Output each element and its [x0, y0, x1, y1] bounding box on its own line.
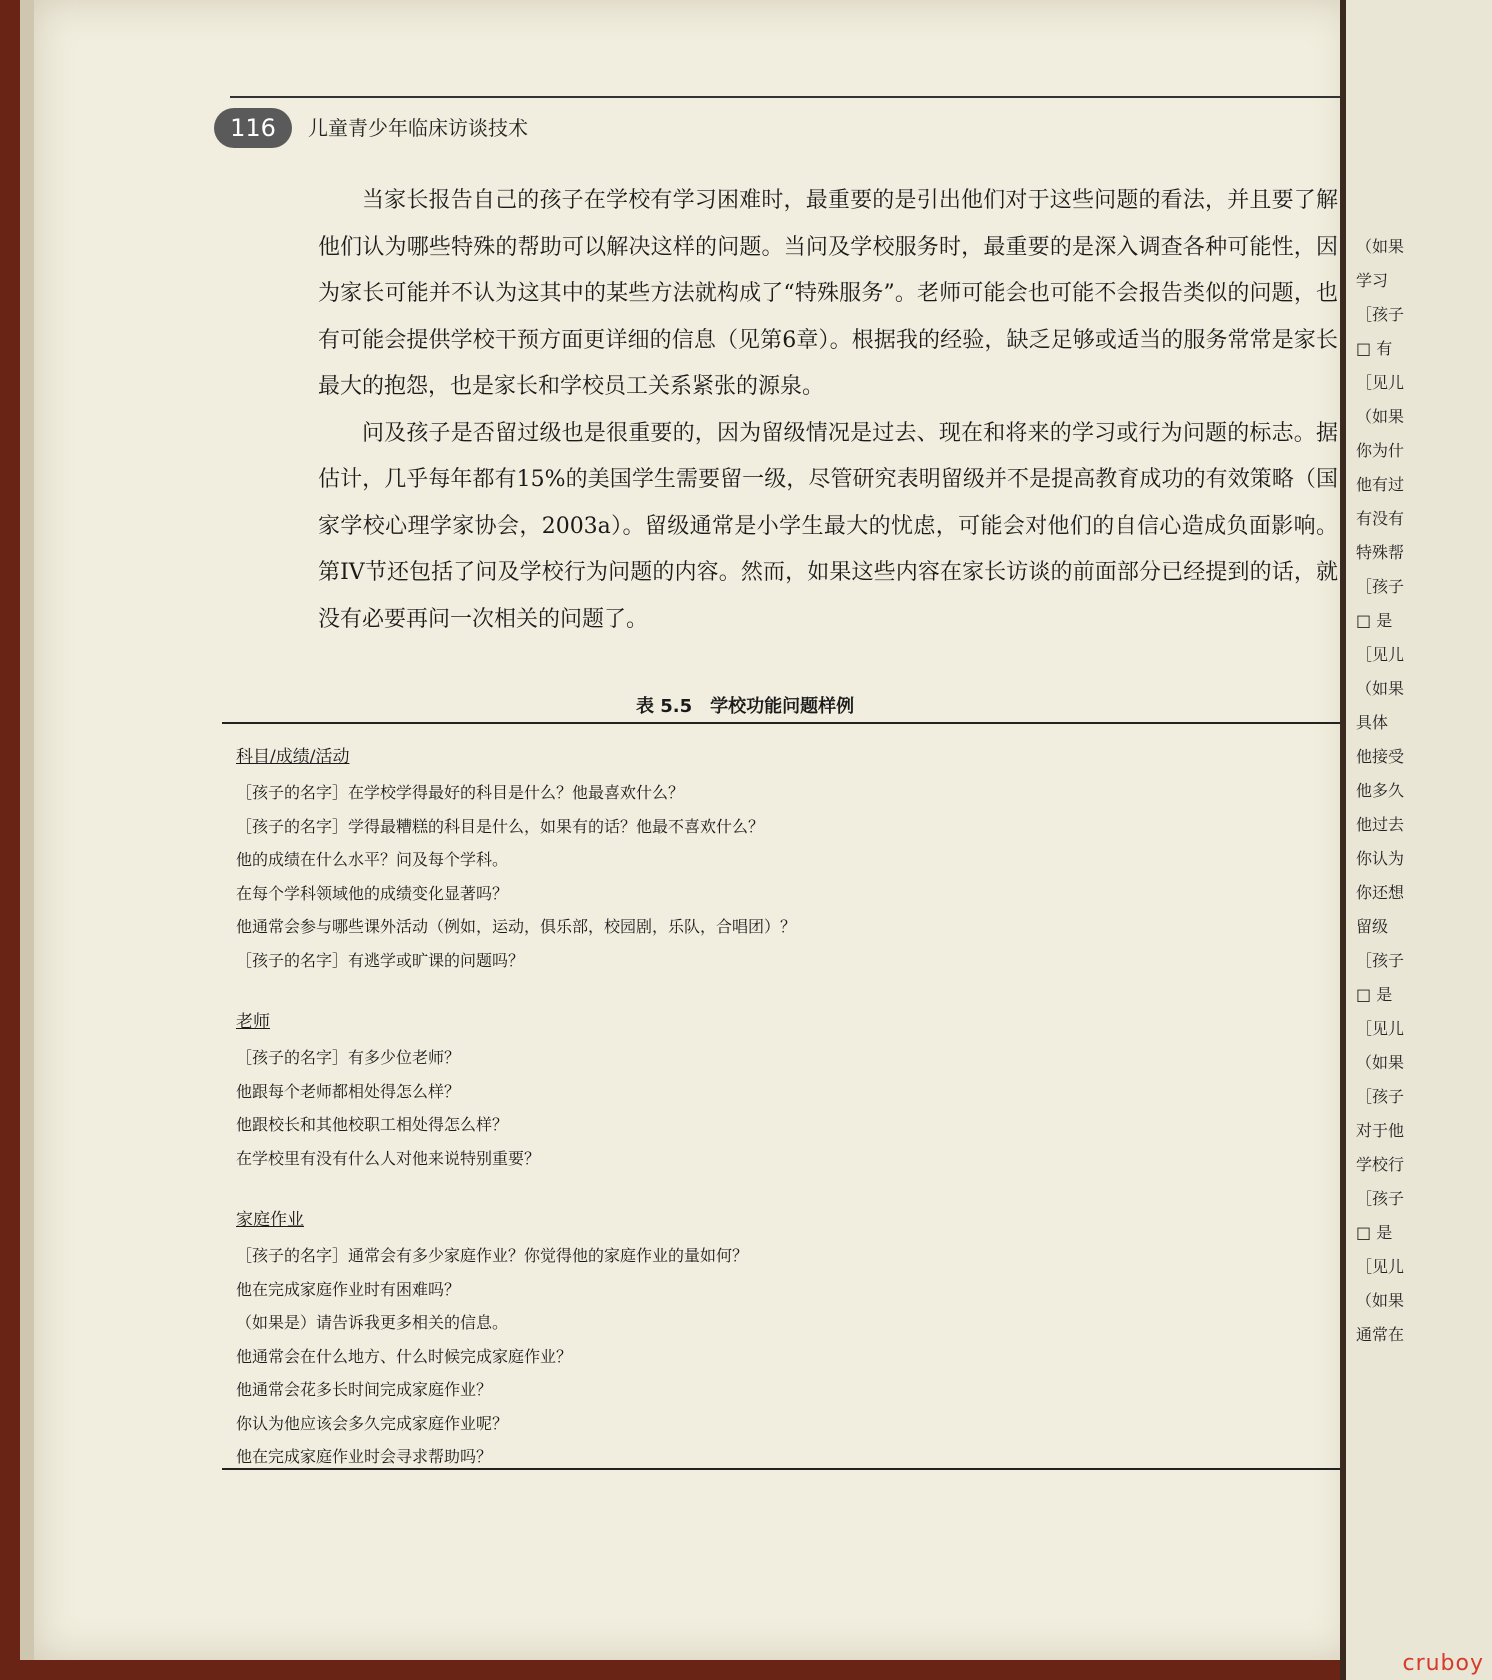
fragment: 对于他	[1356, 1121, 1405, 1140]
table-section	[236, 742, 1336, 977]
header-rule	[230, 96, 1340, 98]
fragment: 特殊帮	[1356, 543, 1405, 562]
fragment: ［孩子	[1356, 1189, 1405, 1208]
fragment: （如果	[1356, 1291, 1405, 1310]
section-heading: 科目/成绩/活动	[236, 747, 350, 767]
fragment: 他有过	[1356, 475, 1405, 494]
page-number: 116	[214, 108, 292, 148]
table-bottom-rule	[222, 1468, 1340, 1470]
fragment: ［见儿	[1356, 1019, 1405, 1038]
question: ［孩子的名字］通常会有多少家庭作业？你觉得他的家庭作业的量如何？	[236, 1246, 749, 1265]
question: 他通常会参与哪些课外活动（例如，运动，俱乐部，校园剧，乐队，合唱团）？	[236, 917, 797, 936]
question: ［孩子的名字］在学校学得最好的科目是什么？他最喜欢什么？	[236, 783, 685, 802]
fragment: 留级	[1356, 917, 1389, 936]
running-title: 儿童青少年临床访谈技术	[308, 116, 528, 140]
fragment: 通常在	[1356, 1325, 1405, 1344]
question: 他在完成家庭作业时有困难吗？	[236, 1279, 461, 1299]
question: 你认为他应该会多久完成家庭作业呢？	[236, 1413, 509, 1433]
body-text	[318, 178, 1338, 643]
question: 在每个学科领域他的成绩变化显著吗？	[236, 883, 509, 903]
question: 他通常会在什么地方、什么时候完成家庭作业？	[236, 1346, 573, 1366]
fragment: □ 是	[1356, 1223, 1393, 1242]
section-heading: 老师	[236, 1012, 270, 1032]
fragment: ［孩子	[1356, 577, 1405, 596]
question: ［孩子的名字］有逃学或旷课的问题吗？	[236, 950, 525, 970]
fragment: □ 有	[1356, 339, 1393, 358]
fragment: ［见儿	[1356, 645, 1405, 664]
fragment: □ 是	[1356, 985, 1393, 1004]
fragment: （如果	[1356, 679, 1405, 698]
fragment: 具体	[1356, 713, 1389, 732]
fragment: 他过去	[1356, 815, 1405, 834]
question: ［孩子的名字］有多少位老师？	[236, 1048, 461, 1067]
question: ［孩子的名字］学得最糟糕的科目是什么，如果有的话？他最不喜欢什么？	[236, 816, 765, 836]
fragment: 有没有	[1356, 509, 1405, 528]
table-top-rule	[222, 722, 1340, 724]
section-heading: 家庭作业	[236, 1210, 304, 1230]
table-body	[236, 742, 1336, 1504]
fragment: ［孩子	[1356, 1087, 1405, 1106]
question: 他跟每个老师都相处得怎么样？	[236, 1081, 461, 1101]
fragment: 你还想	[1356, 883, 1405, 902]
fragment: ［见儿	[1356, 1257, 1405, 1276]
fragment: ［孩子	[1356, 305, 1405, 324]
fragment: ［见儿	[1356, 373, 1405, 392]
question: 他在完成家庭作业时会寻求帮助吗？	[236, 1447, 493, 1466]
fragment: （如果	[1356, 237, 1405, 256]
right-page-fragments	[1356, 230, 1404, 1352]
fragment: 他接受	[1356, 747, 1405, 766]
fragment: 学习	[1356, 271, 1389, 290]
table-section	[236, 1007, 1336, 1175]
fragment: 他多久	[1356, 781, 1405, 800]
question: 他跟校长和其他校职工相处得怎么样？	[236, 1115, 509, 1134]
question: 他的成绩在什么水平？问及每个学科。	[236, 850, 509, 869]
fragment: （如果	[1356, 1053, 1405, 1072]
fragment: 学校行	[1356, 1155, 1405, 1174]
fragment: （如果	[1356, 407, 1405, 426]
question: 在学校里有没有什么人对他来说特别重要？	[236, 1148, 541, 1168]
question: （如果是）请告诉我更多相关的信息。	[236, 1313, 509, 1332]
paragraph: 问及孩子是否留过级也是很重要的，因为留级情况是过去、现在和将来的学习或行为问题的标志。据估计，几乎每年都有15%的美国学生需要留一级，尽管研究表明留级并不是提高教育成功的有效策略（国家学校心理学家协会，2003a）。留级通常是小学生最大的忧虑，可能会对他们的自信心造成负面影响。第IV节还包括了问及学校行为问题的内容。然而，如果这些内容在家长访谈的前面部分已经提到的话，就没有必要再问一次相关的问题了。	[318, 420, 1338, 632]
fragment: □ 是	[1356, 611, 1393, 630]
table-section	[236, 1205, 1336, 1474]
table-title: 表 5.5 学校功能问题样例	[636, 696, 855, 717]
fragment: ［孩子	[1356, 951, 1405, 970]
fragment: 你为什	[1356, 441, 1405, 460]
fragment: 你认为	[1356, 849, 1405, 868]
question: 他通常会花多长时间完成家庭作业？	[236, 1380, 493, 1399]
watermark: cruboy	[1402, 1651, 1484, 1676]
right-book-page	[1340, 0, 1492, 1680]
paragraph: 当家长报告自己的孩子在学校有学习困难时，最重要的是引出他们对于这些问题的看法，并且要了解他们认为哪些特殊的帮助可以解决这样的问题。当问及学校服务时，最重要的是深入调查各种可能性，因为家长可能并不认为这其中的某些方法就构成了“特殊服务”。老师可能会也可能不会报告类似的问题，也有可能会提供学校干预方面更详细的信息（见第6章）。根据我的经验，缺乏足够或适当的服务常常是家长最大的抱怨，也是家长和学校员工关系紧张的源泉。	[318, 188, 1338, 399]
